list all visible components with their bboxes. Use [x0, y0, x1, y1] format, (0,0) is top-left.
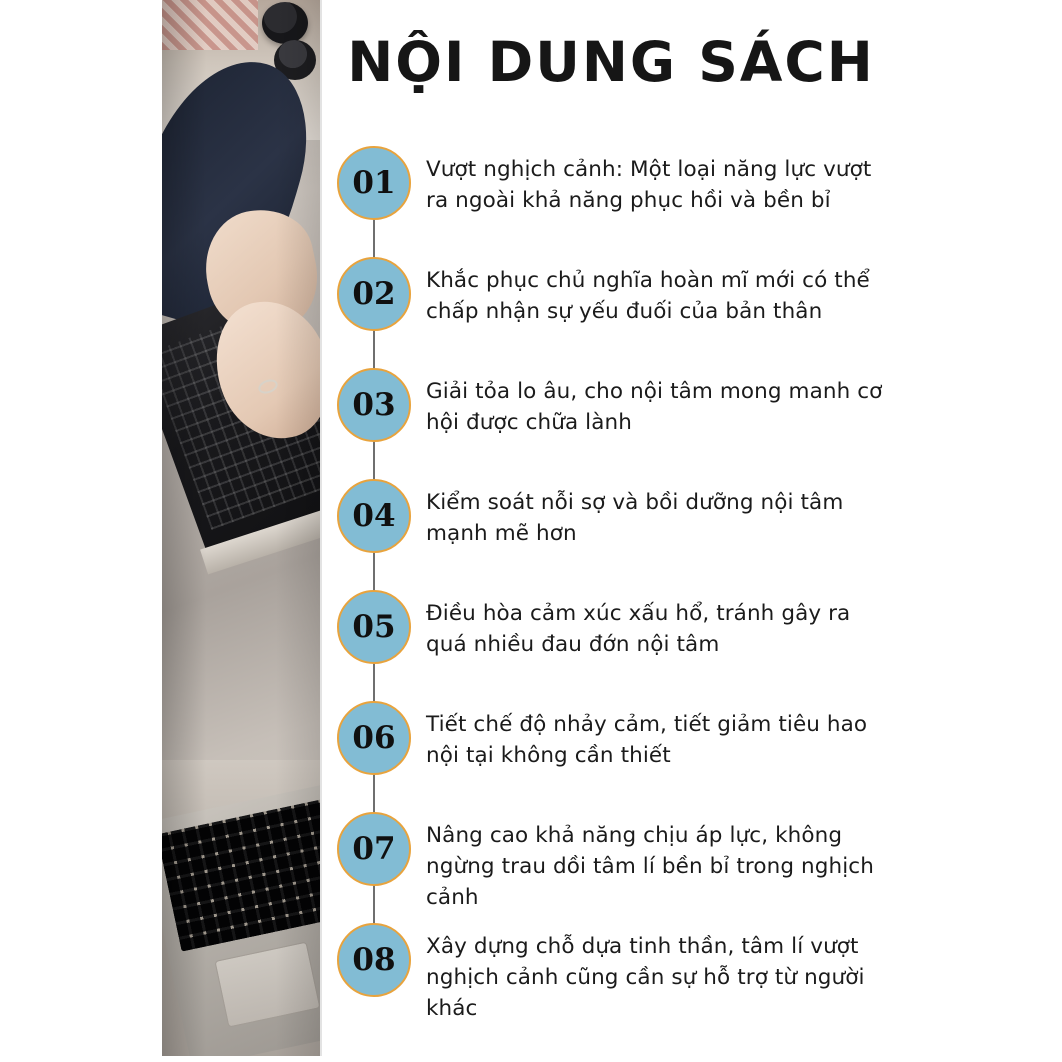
item-text: Kiểm soát nỗi sợ và bồi dưỡng nội tâm mạnh mẽ hơn [426, 490, 844, 547]
photo-patterned-cloth [162, 0, 258, 50]
page-title: NỘI DUNG SÁCH [347, 30, 875, 94]
badge-wrap [322, 584, 426, 664]
badge-wrap [322, 362, 426, 442]
item-number-badge: 06 [337, 701, 411, 775]
item-text: Giải tỏa lo âu, cho nội tâm mong manh cơ hội được chữa lành [426, 379, 883, 436]
list-item [322, 362, 900, 473]
list-item [322, 473, 900, 584]
badge-wrap [322, 140, 426, 220]
list-item [322, 917, 900, 1028]
item-text: Nâng cao khả năng chịu áp lực, không ngừng trau dồi tâm lí bền bỉ trong nghịch cảnh [426, 823, 874, 911]
photo-cup-icon [262, 2, 308, 44]
badge-wrap [322, 917, 426, 997]
item-text: Điều hòa cảm xúc xấu hổ, tránh gây ra quá nhiều đau đớn nội tâm [426, 601, 851, 658]
list-item [322, 584, 900, 695]
badge-wrap [322, 473, 426, 553]
item-number-badge: 05 [337, 590, 411, 664]
content-panel [322, 0, 900, 1056]
item-number-badge: 03 [337, 368, 411, 442]
item-number-badge: 01 [337, 146, 411, 220]
photo-column [162, 0, 320, 1056]
list-item [322, 806, 900, 917]
badge-wrap [322, 695, 426, 775]
item-text: Tiết chế độ nhảy cảm, tiết giảm tiêu hao nội tại không cần thiết [426, 712, 868, 769]
item-text: Xây dựng chỗ dựa tinh thần, tâm lí vượt nghịch cảnh cũng cần sự hỗ trợ từ người khác [426, 934, 865, 1022]
list-item [322, 140, 900, 251]
item-text: Khắc phục chủ nghĩa hoàn mĩ mới có thể chấp nhận sự yếu đuối của bản thân [426, 268, 870, 325]
photo-laptop-bottom [162, 782, 320, 1056]
item-number-badge: 02 [337, 257, 411, 331]
badge-wrap [322, 806, 426, 886]
item-number-badge: 08 [337, 923, 411, 997]
item-number-badge: 04 [337, 479, 411, 553]
badge-wrap [322, 251, 426, 331]
list-item [322, 251, 900, 362]
item-number-badge: 07 [337, 812, 411, 886]
photo-laptop-bottom-keyboard [162, 798, 320, 952]
photo-laptop-trackpad [214, 942, 320, 1028]
numbered-list [322, 140, 900, 1028]
list-item [322, 695, 900, 806]
item-text: Vượt nghịch cảnh: Một loại năng lực vượt ra ngoài khả năng phục hồi và bền bỉ [426, 157, 872, 214]
